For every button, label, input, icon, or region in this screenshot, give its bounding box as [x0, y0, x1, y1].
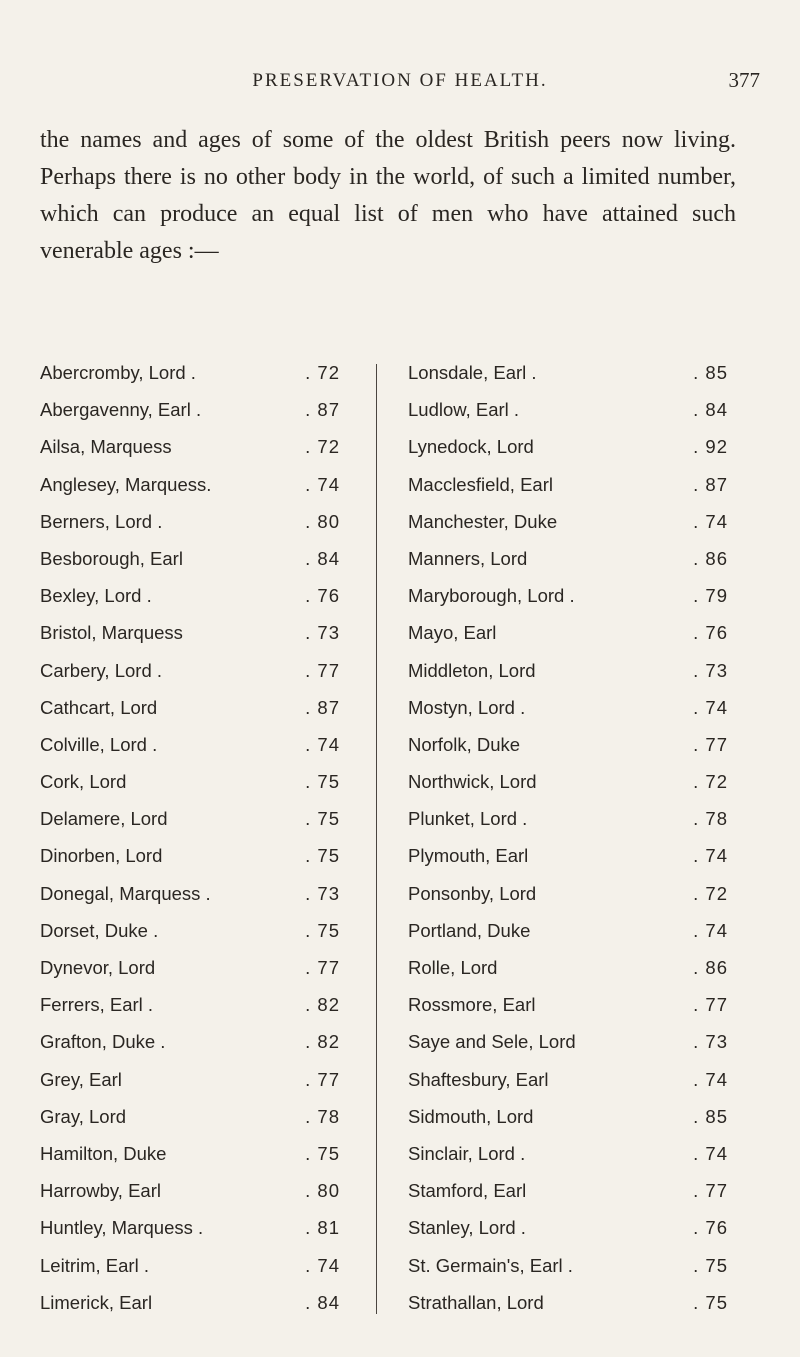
peer-row	[408, 1031, 728, 1068]
peer-age: . 74	[305, 1254, 340, 1276]
peer-row	[408, 808, 728, 845]
peer-row	[40, 660, 340, 697]
peer-age: . 82	[305, 994, 340, 1016]
peer-name: Middleton, Lord	[408, 659, 536, 681]
peer-row	[40, 399, 340, 436]
peer-name: Saye and Sele, Lord	[408, 1031, 576, 1053]
peer-age: . 73	[305, 622, 340, 644]
peer-age: . 74	[693, 1068, 728, 1090]
peer-age: . 75	[305, 919, 340, 941]
peer-name: Dorset, Duke .	[40, 919, 159, 941]
peer-row	[40, 1031, 340, 1068]
peer-row	[408, 622, 728, 659]
peers-list-left	[40, 362, 340, 1329]
peer-age: . 85	[693, 362, 728, 383]
peer-row	[40, 474, 340, 511]
peer-name: Northwick, Lord	[408, 771, 537, 793]
peer-name: Anglesey, Marquess.	[40, 473, 212, 495]
peer-name: Leitrim, Earl .	[40, 1254, 149, 1276]
peer-age: . 74	[693, 1142, 728, 1164]
peer-name: Plunket, Lord .	[408, 808, 528, 830]
peer-name: Manners, Lord	[408, 547, 528, 569]
peer-age: . 72	[305, 436, 340, 458]
peer-name: Huntley, Marquess .	[40, 1217, 204, 1239]
peer-row	[408, 585, 728, 622]
peer-row	[40, 734, 340, 771]
peer-age: . 74	[305, 473, 340, 495]
peer-row	[40, 808, 340, 845]
peer-age: . 76	[305, 585, 340, 607]
peer-name: Lynedock, Lord	[408, 436, 534, 458]
peer-name: Plymouth, Earl	[408, 845, 529, 867]
peer-name: Norfolk, Duke	[408, 733, 521, 755]
peer-row	[40, 1255, 340, 1292]
peer-name: Ludlow, Earl .	[408, 399, 520, 421]
peers-list-right	[408, 362, 728, 1329]
peer-age: . 75	[693, 1291, 728, 1313]
peer-row	[408, 1106, 728, 1143]
peer-name: Rolle, Lord	[408, 957, 498, 978]
peer-row	[408, 1180, 728, 1217]
peer-age: . 79	[693, 585, 728, 607]
peer-name: Mostyn, Lord .	[408, 696, 526, 718]
peer-age: . 82	[305, 1031, 340, 1053]
peer-name: Maryborough, Lord .	[408, 585, 575, 607]
peer-row	[408, 771, 728, 808]
peer-age: . 86	[693, 547, 728, 569]
peer-name: Sidmouth, Lord	[408, 1105, 534, 1127]
peer-row	[40, 920, 340, 957]
peer-age: . 80	[305, 510, 340, 532]
body-paragraph: the names and ages of some of the oldest British peers now living. Perhaps there is no other body in the world, of such a limited number, which can produce an equal list of men who have attained such venerable ages :—	[40, 127, 736, 264]
peer-age: . 84	[693, 399, 728, 421]
peer-row	[408, 399, 728, 436]
peer-age: . 74	[693, 845, 728, 867]
peer-row	[408, 362, 728, 399]
peer-age: . 85	[693, 1105, 728, 1127]
peer-name: Ailsa, Marquess	[40, 436, 172, 458]
peer-age: . 75	[305, 808, 340, 830]
peer-row	[40, 1180, 340, 1217]
peer-name: Abercromby, Lord .	[40, 362, 196, 383]
peer-row	[408, 697, 728, 734]
peer-age: . 80	[305, 1180, 340, 1202]
running-title: PRESERVATION OF HEALTH.	[252, 70, 548, 91]
peer-row	[40, 697, 340, 734]
peer-age: . 74	[305, 733, 340, 755]
peer-row	[40, 436, 340, 473]
peer-row	[40, 1292, 340, 1329]
peer-age: . 77	[693, 1180, 728, 1202]
peer-row	[40, 883, 340, 920]
peer-age: . 74	[693, 919, 728, 941]
peer-age: . 87	[693, 473, 728, 495]
peer-row	[408, 883, 728, 920]
peer-age: . 77	[305, 1068, 340, 1090]
peer-name: Portland, Duke	[408, 919, 531, 941]
peer-name: Abergavenny, Earl .	[40, 399, 202, 421]
peer-name: Manchester, Duke	[408, 510, 558, 532]
peer-name: Cork, Lord	[40, 771, 127, 793]
peer-age: . 73	[693, 659, 728, 681]
peer-row	[408, 436, 728, 473]
peer-row	[408, 474, 728, 511]
peer-name: Hamilton, Duke	[40, 1142, 167, 1164]
peer-name: Gray, Lord	[40, 1105, 127, 1127]
running-head	[40, 62, 760, 92]
peer-age: . 72	[305, 362, 340, 383]
peer-age: . 77	[693, 994, 728, 1016]
peer-row	[408, 1292, 728, 1329]
peer-name: Bristol, Marquess	[40, 622, 183, 644]
peer-age: . 73	[305, 882, 340, 904]
peer-age: . 92	[693, 436, 728, 458]
peer-age: . 77	[693, 733, 728, 755]
peer-name: Macclesfield, Earl	[408, 473, 553, 495]
peer-row	[40, 548, 340, 585]
peer-name: Colville, Lord .	[40, 733, 158, 755]
peer-age: . 86	[693, 957, 728, 978]
peer-age: . 75	[305, 771, 340, 793]
peer-age: . 78	[693, 808, 728, 830]
peer-name: Stamford, Earl	[408, 1180, 527, 1202]
peer-name: Limerick, Earl	[40, 1291, 153, 1313]
peer-row	[40, 1106, 340, 1143]
peer-row	[408, 1069, 728, 1106]
peer-row	[40, 362, 340, 399]
peer-name: Harrowby, Earl	[40, 1180, 161, 1202]
peer-age: . 74	[693, 510, 728, 532]
peer-name: Sinclair, Lord .	[408, 1142, 526, 1164]
peer-row	[408, 994, 728, 1031]
peer-row	[408, 1217, 728, 1254]
peer-row	[40, 1217, 340, 1254]
peer-row	[408, 957, 728, 994]
peer-age: . 74	[693, 696, 728, 718]
peer-name: Ferrers, Earl .	[40, 994, 154, 1016]
peer-age: . 81	[305, 1217, 340, 1239]
peer-name: Lonsdale, Earl .	[408, 362, 537, 383]
peer-name: Rossmore, Earl	[408, 994, 536, 1016]
peer-row	[40, 957, 340, 994]
peer-age: . 76	[693, 622, 728, 644]
peer-row	[408, 734, 728, 771]
peer-age: . 77	[305, 957, 340, 978]
peer-age: . 75	[305, 845, 340, 867]
peer-name: Mayo, Earl	[408, 622, 497, 644]
peer-age: . 76	[693, 1217, 728, 1239]
peer-row	[40, 1069, 340, 1106]
peer-row	[40, 1143, 340, 1180]
peer-name: Cathcart, Lord	[40, 696, 158, 718]
peer-row	[40, 511, 340, 548]
peer-row	[408, 920, 728, 957]
peer-age: . 77	[305, 659, 340, 681]
peer-age: . 87	[305, 399, 340, 421]
peer-name: Shaftesbury, Earl	[408, 1068, 549, 1090]
peer-name: Grafton, Duke .	[40, 1031, 166, 1053]
peer-name: Stanley, Lord .	[408, 1217, 526, 1239]
peer-row	[40, 585, 340, 622]
peer-name: Besborough, Earl	[40, 547, 183, 569]
peer-row	[408, 548, 728, 585]
peer-name: Strathallan, Lord	[408, 1291, 544, 1313]
peer-age: . 84	[305, 547, 340, 569]
peer-name: Ponsonby, Lord	[408, 882, 537, 904]
peer-name: Donegal, Marquess .	[40, 882, 211, 904]
peer-row	[408, 1143, 728, 1180]
peer-name: Delamere, Lord	[40, 808, 168, 830]
peer-age: . 73	[693, 1031, 728, 1053]
peer-row	[408, 845, 728, 882]
column-divider	[376, 364, 377, 1314]
peer-row	[40, 845, 340, 882]
peer-age: . 72	[693, 882, 728, 904]
peer-row	[408, 1255, 728, 1292]
peer-age: . 75	[693, 1254, 728, 1276]
page-number: 377	[728, 68, 760, 92]
peer-age: . 75	[305, 1142, 340, 1164]
peer-age: . 87	[305, 696, 340, 718]
peer-row	[40, 771, 340, 808]
peer-age: . 72	[693, 771, 728, 793]
peer-name: Berners, Lord .	[40, 510, 163, 532]
peer-name: Dinorben, Lord	[40, 845, 163, 867]
peer-name: Grey, Earl	[40, 1068, 122, 1090]
peer-age: . 84	[305, 1291, 340, 1313]
peer-row	[40, 994, 340, 1031]
peer-name: Dynevor, Lord	[40, 957, 156, 978]
peer-row	[408, 511, 728, 548]
peer-name: Bexley, Lord .	[40, 585, 152, 607]
peer-name: St. Germain's, Earl .	[408, 1254, 573, 1276]
peer-name: Carbery, Lord .	[40, 659, 163, 681]
peer-row	[40, 622, 340, 659]
peer-row	[408, 660, 728, 697]
peer-age: . 78	[305, 1105, 340, 1127]
